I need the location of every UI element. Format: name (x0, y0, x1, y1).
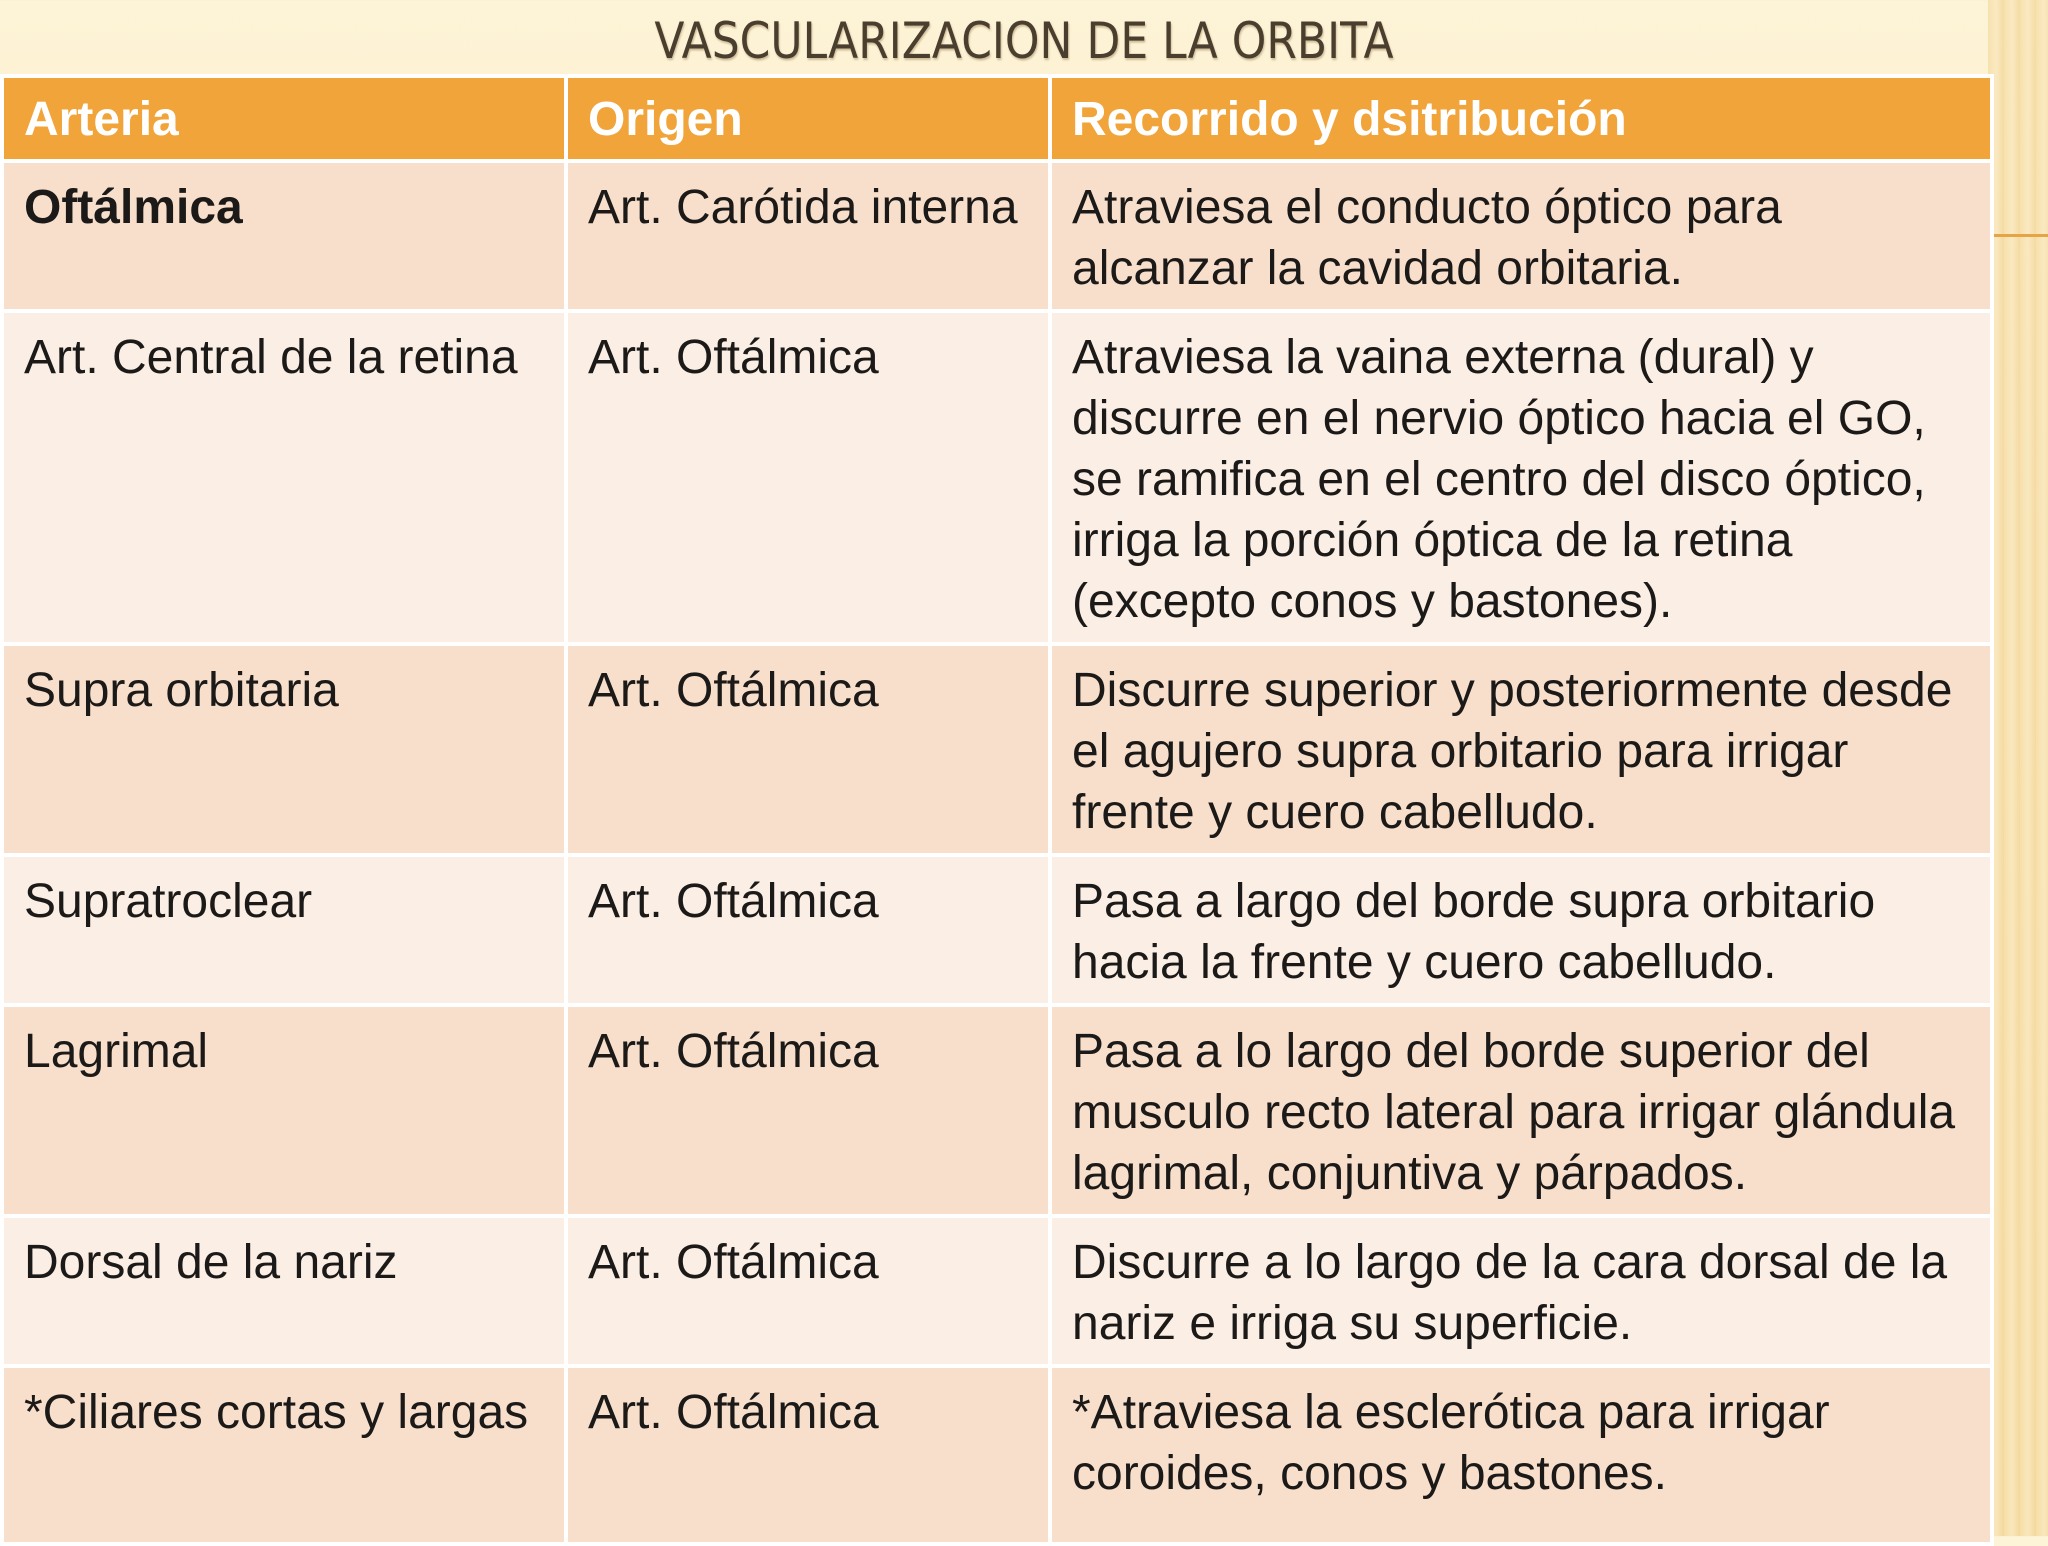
cell-recorrido: Atraviesa la vaina externa (dural) y discurre en el nervio óptico hacia el GO, se ramifica en el centro del disco óptico, irriga la porción óptica de la retina (excepto conos y bastones). (1050, 311, 1992, 644)
cell-arteria: *Ciliares cortas y largas (2, 1366, 566, 1544)
table-row (2, 644, 1992, 855)
cell-arteria: Oftálmica (2, 161, 566, 311)
cell-arteria: Supra orbitaria (2, 644, 566, 855)
header-origen: Origen (566, 76, 1050, 161)
cell-arteria: Art. Central de la retina (2, 311, 566, 644)
cell-origen: Art. Oftálmica (566, 855, 1050, 1005)
slide-title: VASCULARIZACION DE LA ORBITA (654, 12, 1394, 70)
header-recorrido: Recorrido y dsitribución (1050, 76, 1992, 161)
header-arteria: Arteria (2, 76, 566, 161)
decorative-line (1990, 234, 2048, 237)
cell-recorrido: Pasa a lo largo del borde superior del musculo recto lateral para irrigar glándula lagrimal, conjuntiva y párpados. (1050, 1005, 1992, 1216)
cell-origen: Art. Oftálmica (566, 644, 1050, 855)
table-row (2, 161, 1992, 311)
cell-recorrido: Discurre a lo largo de la cara dorsal de la nariz e irriga su superficie. (1050, 1216, 1992, 1366)
table-row (2, 1005, 1992, 1216)
cell-recorrido: *Atraviesa la esclerótica para irrigar coroides, conos y bastones. (1050, 1366, 1992, 1544)
cell-origen: Art. Oftálmica (566, 1366, 1050, 1544)
cell-origen: Art. Oftálmica (566, 311, 1050, 644)
table-row (2, 311, 1992, 644)
cell-origen: Art. Oftálmica (566, 1005, 1050, 1216)
cell-origen: Art. Carótida interna (566, 161, 1050, 311)
cell-recorrido: Pasa a largo del borde supra orbitario hacia la frente y cuero cabelludo. (1050, 855, 1992, 1005)
table-row (2, 855, 1992, 1005)
background-stripes (1988, 0, 2048, 1536)
cell-arteria: Dorsal de la nariz (2, 1216, 566, 1366)
table-header-row (2, 76, 1992, 161)
cell-recorrido: Discurre superior y posteriormente desde el agujero supra orbitario para irrigar frente y cuero cabelludo. (1050, 644, 1992, 855)
arteries-table (0, 74, 1994, 1546)
table-row (2, 1366, 1992, 1544)
cell-arteria: Supratroclear (2, 855, 566, 1005)
cell-arteria: Lagrimal (2, 1005, 566, 1216)
cell-origen: Art. Oftálmica (566, 1216, 1050, 1366)
cell-recorrido: Atraviesa el conducto óptico para alcanzar la cavidad orbitaria. (1050, 161, 1992, 311)
table-row (2, 1216, 1992, 1366)
